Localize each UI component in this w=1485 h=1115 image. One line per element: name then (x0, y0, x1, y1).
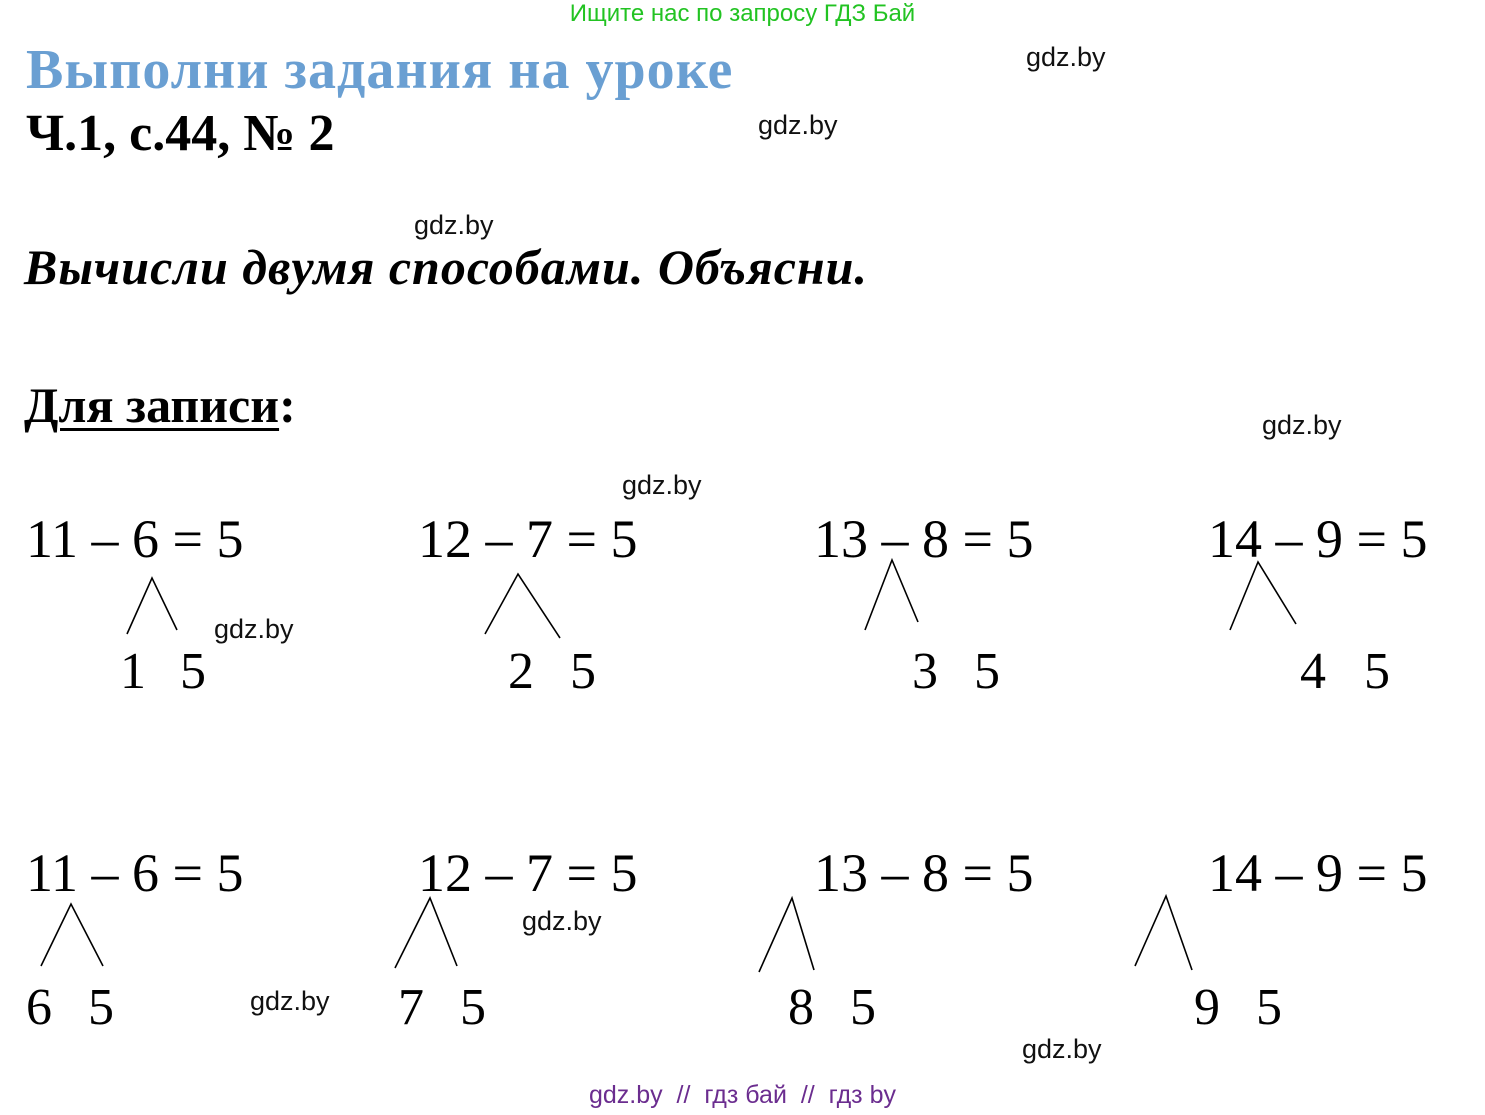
branch-lines (485, 574, 560, 638)
equation: 11 – 6 = 5 (26, 843, 244, 903)
branch-lines (127, 578, 177, 634)
equation: 13 – 8 = 5 (814, 843, 1034, 903)
branch-lines (41, 904, 103, 966)
branch-lines (1230, 562, 1296, 630)
decomposition-part: 9 (1194, 979, 1220, 1036)
task-text: Вычисли двумя способами. Объясни. (24, 239, 868, 295)
footer-links: gdz.by // гдз бай // гдз by (588, 1081, 896, 1109)
decomposition-part: 5 (460, 979, 486, 1036)
decomposition-part: 1 (120, 643, 146, 700)
decomposition-part: 5 (88, 979, 114, 1036)
watermark: gdz.by (622, 470, 702, 500)
equation: 12 – 7 = 5 (418, 509, 638, 569)
branch-lines (1135, 896, 1192, 970)
watermark: gdz.by (758, 110, 838, 140)
watermark: gdz.by (250, 986, 330, 1016)
decomposition-part: 5 (850, 979, 876, 1036)
branch-lines (865, 560, 918, 630)
decomposition-part: 5 (1256, 979, 1282, 1036)
exercise-reference: Ч.1, с.44, № 2 (26, 105, 335, 162)
equation: 11 – 6 = 5 (26, 509, 244, 569)
decomposition-part: 7 (398, 979, 424, 1036)
watermark: gdz.by (1026, 42, 1106, 72)
branch-lines (759, 898, 814, 972)
decomposition-part: 6 (26, 979, 52, 1036)
decomposition-part: 5 (1364, 643, 1390, 700)
decomposition-part: 2 (508, 643, 534, 700)
decomposition-part: 5 (180, 643, 206, 700)
equation: 14 – 9 = 5 (1208, 843, 1428, 903)
watermark: gdz.by (214, 614, 294, 644)
page-heading: Выполни задания на уроке (26, 39, 734, 101)
decomposition-part: 4 (1300, 643, 1326, 700)
equation: 12 – 7 = 5 (418, 843, 638, 903)
branch-lines (395, 898, 457, 968)
decomposition-part: 8 (788, 979, 814, 1036)
record-label-colon: : (279, 377, 296, 433)
decomposition-part: 5 (974, 643, 1000, 700)
equation: 13 – 8 = 5 (814, 509, 1034, 569)
watermark: gdz.by (1022, 1034, 1102, 1064)
record-label-text: Для записи (24, 377, 280, 433)
watermark: gdz.by (414, 210, 494, 240)
top-banner: Ищите нас по запросу ГДЗ Бай (569, 0, 916, 27)
equation: 14 – 9 = 5 (1208, 509, 1428, 569)
decomposition-part: 5 (570, 643, 596, 700)
decomposition-part: 3 (912, 643, 938, 700)
watermark: gdz.by (522, 906, 602, 936)
watermark: gdz.by (1262, 410, 1342, 440)
